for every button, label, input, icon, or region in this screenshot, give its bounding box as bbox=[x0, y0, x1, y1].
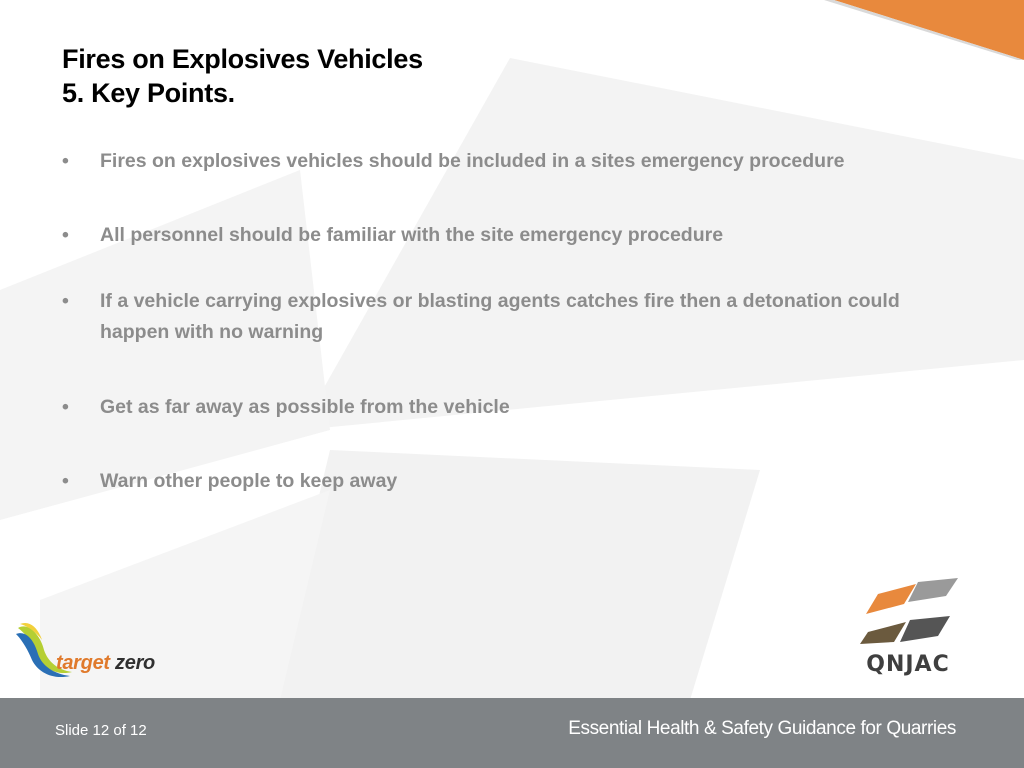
target-zero-logo bbox=[14, 620, 174, 682]
bullet-item bbox=[62, 466, 962, 497]
qnjac-wordmark: QNJAC bbox=[866, 652, 950, 677]
bullet-item bbox=[62, 392, 962, 423]
bullet-item bbox=[62, 286, 962, 348]
footer-bar bbox=[0, 698, 1024, 768]
target-zero-wordmark bbox=[56, 652, 155, 675]
corner-accent-band bbox=[824, 0, 1024, 60]
slide-title bbox=[62, 42, 423, 110]
target-word: target bbox=[56, 652, 110, 674]
title-line-2: 5. Key Points. bbox=[62, 78, 235, 108]
bullet-text: Get as far away as possible from the vehicle bbox=[100, 396, 510, 418]
bullet-dot: • bbox=[62, 150, 69, 172]
footer-title: Essential Health & Safety Guidance for Quarries bbox=[568, 718, 956, 739]
bullet-dot: • bbox=[62, 470, 69, 492]
bullet-text: If a vehicle carrying explosives or blasting agents catches fire then a detonation could happen with no warning bbox=[100, 290, 900, 343]
qnjac-logo bbox=[856, 574, 960, 678]
bullet-text: All personnel should be familiar with the site emergency procedure bbox=[100, 224, 724, 246]
bullet-list bbox=[62, 146, 962, 497]
bullet-text: Fires on explosives vehicles should be included in a sites emergency procedure bbox=[100, 150, 845, 172]
title-line-1: Fires on Explosives Vehicles bbox=[62, 44, 423, 74]
bullet-dot: • bbox=[62, 290, 69, 312]
zero-word: zero bbox=[115, 652, 155, 674]
qnjac-mark-icon bbox=[856, 574, 960, 648]
bullet-dot: • bbox=[62, 224, 69, 246]
bullet-item bbox=[62, 220, 962, 251]
bullet-item bbox=[62, 146, 962, 177]
slide-number: Slide 12 of 12 bbox=[55, 722, 147, 739]
bullet-text: Warn other people to keep away bbox=[100, 470, 398, 492]
bullet-dot: • bbox=[62, 396, 69, 418]
